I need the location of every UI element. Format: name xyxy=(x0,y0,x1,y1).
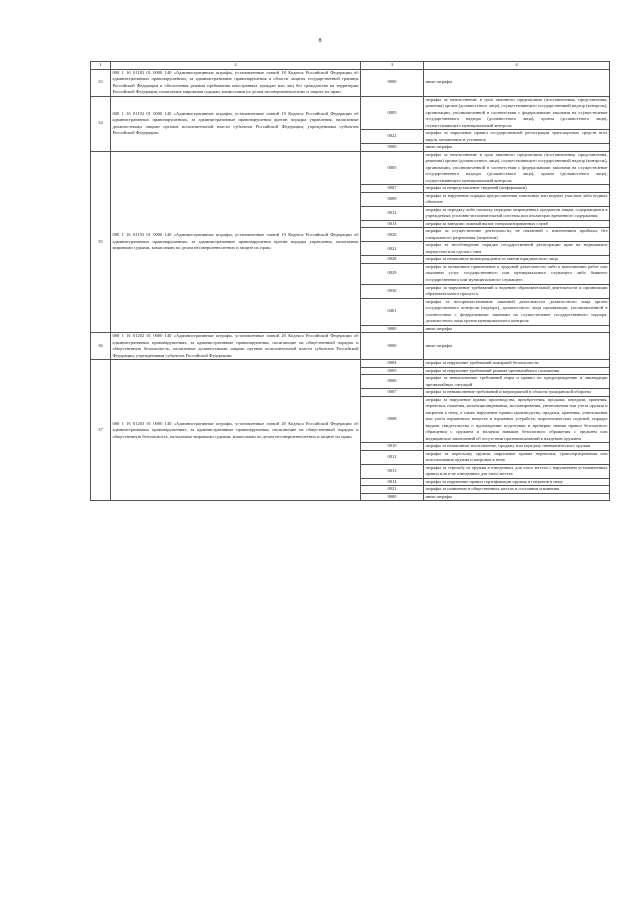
subcode: 0014 xyxy=(361,478,424,486)
subcode-description: штрафы за невыполнение требований норм и правил по предупреждению и ликвидации чрезвычайных ситуаций xyxy=(424,375,610,389)
subcode: 0020 xyxy=(361,228,424,242)
subcode-description: иные штрафы xyxy=(424,333,610,360)
table-row xyxy=(91,151,610,185)
kbk-description: 000 1 16 01192 01 0000 140 «Административные штрафы, установленные главой 19 Кодекса Российской Федерации об административных правонарушениях, за административные правонарушения против порядка управления, налагаемые должностными лицами органов исполнительной власти субъектов Российской Федерации, учреждениями субъектов Российской Федерации» xyxy=(111,96,361,151)
subcode-description: штрафы за незаконное привлечение к трудовой деятельности либо к выполнению работ или оказанию услуг государственного или муниципального служащего либо бывшего государственного или муниципального служащего xyxy=(424,263,610,284)
header-row xyxy=(91,62,610,70)
kbk-description: 000 1 16 01193 01 0000 140 «Административные штрафы, установленные главой 19 Кодекса Российской Федерации об административных правонарушениях, за административные правонарушения против порядка управления, налагаемые мировыми судьями, комиссиями по делам несовершеннолетних и защите их прав» xyxy=(111,151,361,332)
subcode-description: штрафы за несоблюдение порядка государственной регистрации прав на недвижимое имущество или сделок с ним xyxy=(424,242,610,256)
subcode: 0007 xyxy=(361,185,424,193)
header-cell: 1 xyxy=(91,62,111,70)
table-row xyxy=(91,333,610,360)
subcode: 0010 xyxy=(361,443,424,451)
subcode: 0028 xyxy=(361,256,424,264)
subcode: 0005 xyxy=(361,367,424,375)
subcode: 0005 xyxy=(361,96,424,130)
codes-table xyxy=(90,61,610,501)
subcode-description: иные штрафы xyxy=(424,325,610,333)
subcode: 0029 xyxy=(361,263,424,284)
subcode-description: штрафы за невыполнение требований и мероприятий в области гражданской обороны xyxy=(424,389,610,397)
row-number: 33 xyxy=(91,69,111,96)
row-number: 37 xyxy=(91,360,111,501)
subcode: 0005 xyxy=(361,151,424,185)
subcode-description: штрафы за неисполнение в срок законного предписания (постановления, представления, решения) органа (должностного лица), осуществляющего государственный надзор (контроль), организации, уполномоченной в соответствии с федеральными законами на осуществление государственного надзора (должностного лица), органа (должностного лица), осуществляющего муниципальный контроль xyxy=(424,96,610,130)
subcode-description: штрафы за осуществление деятельности, не связанной с извлечением прибыли, без специального разрешения (лицензии) xyxy=(424,228,610,242)
subcode-description: штрафы за передачу либо попытку передачи запрещенных предметов лицам, содержащимся в учреждениях уголовно-исполнительной системы или изоляторах временного содержания xyxy=(424,206,610,220)
subcode: 9000 xyxy=(361,144,424,152)
subcode: 0012 xyxy=(361,450,424,464)
table-row xyxy=(91,69,610,96)
kbk-description: 000 1 16 01203 01 0000 140 «Административные штрафы, установленные главой 20 Кодекса Российской Федерации об административных правонарушениях, за административные правонарушения, посягающие на общественный порядок и общественную безопасность, налагаемые мировыми судьями, комиссиями по делам несовершеннолетних и защите их прав» xyxy=(111,360,361,501)
subcode: 9000 xyxy=(361,493,424,501)
subcode: 0012 xyxy=(361,206,424,220)
subcode: 0401 xyxy=(361,298,424,325)
row-number: 34 xyxy=(91,96,111,151)
subcode-description: штрафы за заведомо ложный вызов специализированных служб xyxy=(424,220,610,228)
row-number: 35 xyxy=(91,151,111,332)
subcode: 0013 xyxy=(361,220,424,228)
subcode-description: штрафы за появление в общественных местах в состоянии опьянения xyxy=(424,486,610,494)
subcode-description: штрафы за нарушение порядка предоставления земельных или водных участков либо водных объектов xyxy=(424,192,610,206)
subcode-description: иные штрафы xyxy=(424,69,610,96)
subcode-description: штрафы за воспрепятствование законной деятельности должностного лица органа государственного контроля (надзора), должностного лица организации, уполномоченной в соответствии с федеральными законами на осуществление государственного надзора, должностного лица органа муниципального контроля xyxy=(424,298,610,325)
subcode-description: иные штрафы xyxy=(424,493,610,501)
subcode-description: штрафы за неисполнение в срок законного предписания (постановления, представления, решения) органа (должностного лица), осуществляющего государственный надзор (контроль), организации, уполномоченной в соответствии с федеральными законами на осуществление государственного надзора (должностного лица), органа (должностного лица), осуществляющего муниципальный контроль xyxy=(424,151,610,185)
subcode: 0009 xyxy=(361,192,424,206)
subcode-description: штрафы за незаконные изготовление, продажу или передачу пневматического оружия xyxy=(424,443,610,451)
header-cell: 3 xyxy=(361,62,424,70)
header-cell: 2 xyxy=(111,62,361,70)
subcode: 0013 xyxy=(361,464,424,478)
subcode-description: штрафы за незаконное вознаграждение от имени юридического лица xyxy=(424,256,610,264)
subcode: 0021 xyxy=(361,486,424,494)
subcode: 9000 xyxy=(361,325,424,333)
subcode-description: штрафы за нарушение правил производства, приобретения, продажи, передачи, хранения, перевозки, ношения, коллекционирования, экспонирования, уничтожения или учета оружия и патронов к нему, а также нарушение правил производства, продажи, хранения, уничтожения или учета взрывчатых веществ и взрывных устройств, пиротехнических изделий, порядка выдачи свидетельства о прохождении подготовки и проверки знания правил безопасного обращения с оружием и наличия навыков безопасного обращения с оружием или медицинских заключений об отсутствии противопоказаний к владению оружием xyxy=(424,396,610,443)
subcode-description: штрафы за стрельбу из оружия в отведенных для этого местах с нарушением установленных правил или в не отведенных для этого местах xyxy=(424,464,610,478)
subcode: 0021 xyxy=(361,242,424,256)
subcode-description: штрафы за пересылку оружия, нарушение правил перевозки, транспортирования или использования оружия и патронов к нему xyxy=(424,450,610,464)
subcode: 0030 xyxy=(361,284,424,298)
subcode-description: иные штрафы xyxy=(424,144,610,152)
header-cell: 4 xyxy=(424,62,610,70)
subcode: 0007 xyxy=(361,389,424,397)
subcode-description: штрафы за нарушение требований к ведению образовательной деятельности и организации образовательного процесса xyxy=(424,284,610,298)
subcode-description: штрафы за нарушение правил государственной регистрации транспортных средств всех видов, механизмов и установок xyxy=(424,130,610,144)
subcode: 0008 xyxy=(361,396,424,443)
page-number: 8 xyxy=(318,38,322,44)
kbk-description: 000 1 16 01202 01 0000 140 «Административные штрафы, установленные главой 20 Кодекса Российской Федерации об административных правонарушениях, за административные правонарушения, посягающие на общественный порядок и общественную безопасность, налагаемые должностными лицами органов исполнительной власти субъектов Российской Федерации, учреждениями субъектов Российской Федерации» xyxy=(111,333,361,360)
table-row xyxy=(91,360,610,368)
kbk-description: 000 1 16 01183 01 0000 140 «Административные штрафы, установленные главой 18 Кодекса Российской Федерации об административных правонарушениях, за административные правонарушения в области защиты государственной границы Российской Федерации и обеспечения режима пребывания иностранных граждан или лиц без гражданства на территории Российской Федерации, налагаемые мировыми судьями, комиссиями по делам несовершеннолетних и защите их прав» xyxy=(111,69,361,96)
table-row xyxy=(91,96,610,130)
subcode: 0006 xyxy=(361,375,424,389)
subcode-description: штрафы за нарушение требований пожарной безопасности xyxy=(424,360,610,368)
subcode: 9000 xyxy=(361,69,424,96)
subcode-description: штрафы за нарушение правил сертификации оружия и патронов к нему xyxy=(424,478,610,486)
row-number: 36 xyxy=(91,333,111,360)
subcode-description: штрафы за нарушение требований режима чрезвычайного положения xyxy=(424,367,610,375)
subcode: 9000 xyxy=(361,333,424,360)
subcode: 0004 xyxy=(361,360,424,368)
subcode: 0022 xyxy=(361,130,424,144)
subcode-description: штрафы за непредставление сведений (информации) xyxy=(424,185,610,193)
